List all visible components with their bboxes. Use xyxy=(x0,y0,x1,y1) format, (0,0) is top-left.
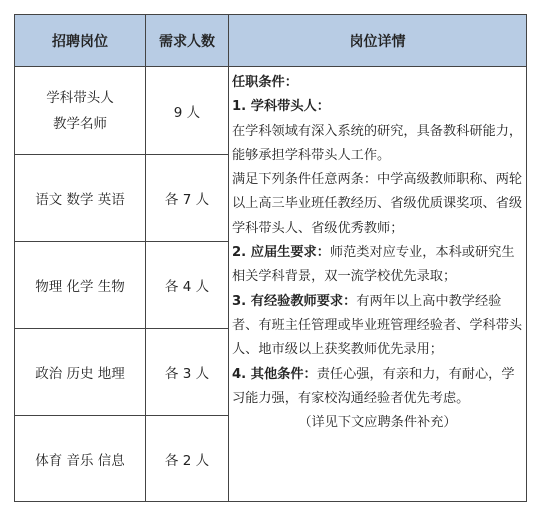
count-cell-1: 9 人 xyxy=(146,67,229,155)
details-title: 任职条件： xyxy=(232,75,298,90)
position-name-2: 教学名师 xyxy=(53,115,107,132)
count-cell-4: 各 3 人 xyxy=(146,329,229,416)
count-cell-3: 各 4 人 xyxy=(146,242,229,329)
section-2-text: 师范类对应专业，本科或研究生相关学科背景，双一流学校优先录取； xyxy=(232,245,515,285)
section-4-text: 责任心强，有亲和力，有耐心，学习能力强，有家校沟通经验者优先考虑。 xyxy=(232,366,515,406)
position-cell-1 xyxy=(15,67,146,155)
position-cell-5: 体育 音乐 信息 xyxy=(15,416,146,501)
position-cell-3: 物理 化学 生物 xyxy=(15,242,146,329)
count-cell-5: 各 2 人 xyxy=(146,416,229,501)
section-1-text-2: 满足下列条件任意两条：中学高级教师职称、两轮以上高三毕业班任教经历、省级优质课奖项、省级学科带头人、省级优秀教师； xyxy=(232,172,523,236)
count-cell-2: 各 7 人 xyxy=(146,155,229,242)
position-cell-2: 语文 数学 英语 xyxy=(15,155,146,242)
section-4-label: 4. 其他条件： xyxy=(232,366,317,382)
section-1-label: 1. 学科带头人： xyxy=(232,99,330,115)
section-3-label: 3. 有经验教师要求： xyxy=(232,293,357,309)
section-1-text: 在学科领域有深入系统的研究，具备教科研能力，能够承担学科带头人工作。 xyxy=(232,123,523,163)
position-cell-4: 政治 历史 地理 xyxy=(15,329,146,416)
header-details: 岗位详情 xyxy=(229,15,526,67)
header-position: 招聘岗位 xyxy=(15,15,146,67)
supplement-note: （详见下文应聘条件补充） xyxy=(298,415,457,431)
recruitment-table xyxy=(14,14,527,502)
section-2-label: 2. 应届生要求： xyxy=(232,245,330,261)
header-count: 需求人数 xyxy=(146,15,229,67)
position-name: 学科带头人 xyxy=(46,89,114,106)
section-3-text: 有两年以上高中教学经验者、有班主任管理或毕业班管理经验者、学科带头人、地市级以上获奖教师优先录用； xyxy=(232,293,523,358)
details-cell xyxy=(229,67,526,501)
